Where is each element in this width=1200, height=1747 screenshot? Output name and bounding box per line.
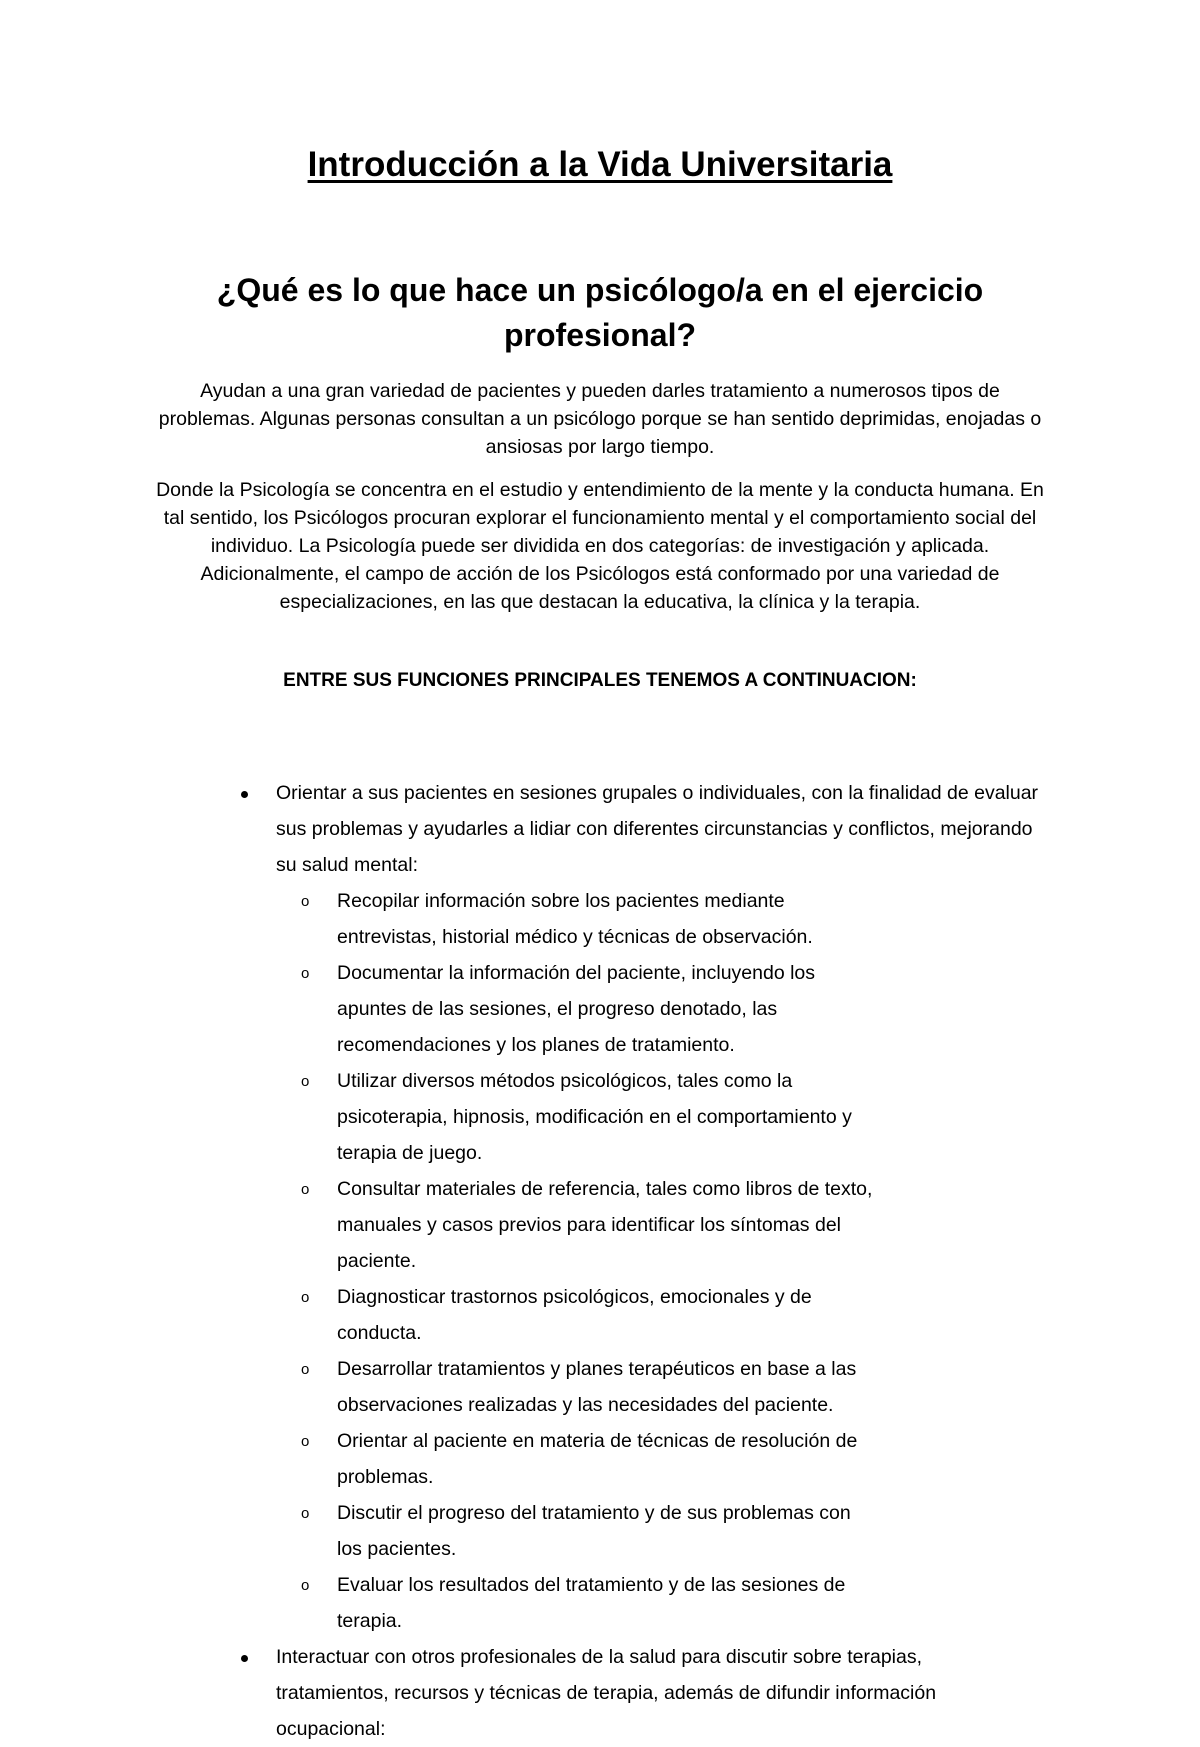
list-item — [0, 1639, 1200, 1747]
sub-list-item — [0, 1423, 1040, 1495]
circle-bullet-icon: o — [301, 965, 310, 982]
sub-list — [0, 883, 1040, 1639]
sub-list-item — [0, 1351, 1040, 1423]
bullet-disc-icon — [241, 1655, 248, 1662]
sub-list-item-text: Discutir el progreso del tratamiento y de sus problemas con los pacientes. — [337, 1502, 851, 1560]
functions-list — [0, 775, 1200, 1747]
circle-bullet-icon: o — [301, 893, 310, 910]
circle-bullet-icon: o — [301, 1505, 310, 1522]
question-heading: ¿Qué es lo que hace un psicólogo/a en el ejercicio profesional? — [216, 272, 984, 353]
circle-bullet-icon: o — [301, 1433, 310, 1450]
psychology-paragraph: Donde la Psicología se concentra en el estudio y entendimiento de la mente y la conducta humana. En tal sentido, los Psicólogos procuran explorar el funcionamiento mental y el comportamiento social del individuo. La Psicología puede ser dividida en dos categorías: de investigación y aplicada. Adicionalmente, el campo de acción de los Psicólogos está conformado por una variedad de especializaciones, en las que destacan la educativa, la clínica y la terapia. — [156, 479, 1044, 613]
sub-list-item — [0, 1063, 1040, 1171]
sub-list-item — [0, 1171, 1040, 1279]
bullet-disc-icon — [241, 791, 248, 798]
sub-list-item-text: Utilizar diversos métodos psicológicos, tales como la psicoterapia, hipnosis, modificación en el comportamiento y terapia de juego. — [337, 1070, 852, 1164]
sub-list-item-text: Recopilar información sobre los pacientes mediante entrevistas, historial médico y técnicas de observación. — [337, 890, 813, 948]
list-item-text: Orientar a sus pacientes en sesiones grupales o individuales, con la finalidad de evaluar sus problemas y ayudarles a lidiar con diferentes circunstancias y conflictos, mejorando su salud mental: — [276, 782, 1039, 876]
sub-list-item — [0, 1567, 1040, 1639]
circle-bullet-icon: o — [301, 1073, 310, 1090]
circle-bullet-icon: o — [301, 1289, 310, 1306]
intro-paragraph: Ayudan a una gran variedad de pacientes y pueden darles tratamiento a numerosos tipos de problemas. Algunas personas consultan a un psicólogo porque se han sentido deprimidas, enojadas o ansiosas por largo tiempo. — [158, 380, 1042, 458]
functions-subheading: ENTRE SUS FUNCIONES PRINCIPALES TENEMOS A CONTINUACION: — [283, 670, 917, 691]
circle-bullet-icon: o — [301, 1577, 310, 1594]
circle-bullet-icon: o — [301, 1361, 310, 1378]
sub-list-item-text: Orientar al paciente en materia de técnicas de resolución de problemas. — [337, 1430, 858, 1488]
sub-list-item — [0, 1495, 1040, 1567]
sub-list-item — [0, 883, 1040, 955]
sub-list-item-text: Diagnosticar trastornos psicológicos, emocionales y de conducta. — [337, 1286, 812, 1344]
sub-list-item-text: Consultar materiales de referencia, tales como libros de texto, manuales y casos previos para identificar los síntomas del paciente. — [337, 1178, 873, 1272]
list-item — [0, 775, 1200, 1639]
document-title: Introducción a la Vida Universitaria — [307, 145, 893, 184]
list-item-text: Interactuar con otros profesionales de la salud para discutir sobre terapias, tratamientos, recursos y técnicas de terapia, además de difundir información ocupacional: — [276, 1646, 937, 1740]
sub-list-item-text: Evaluar los resultados del tratamiento y de las sesiones de terapia. — [337, 1574, 846, 1632]
circle-bullet-icon: o — [301, 1181, 310, 1198]
sub-list-item — [0, 955, 1040, 1063]
sub-list-item-text: Documentar la información del paciente, incluyendo los apuntes de las sesiones, el progreso denotado, las recomendaciones y los planes de tratamiento. — [337, 962, 816, 1056]
sub-list-item — [0, 1279, 1040, 1351]
sub-list-item-text: Desarrollar tratamientos y planes terapéuticos en base a las observaciones realizadas y las necesidades del paciente. — [337, 1358, 857, 1416]
